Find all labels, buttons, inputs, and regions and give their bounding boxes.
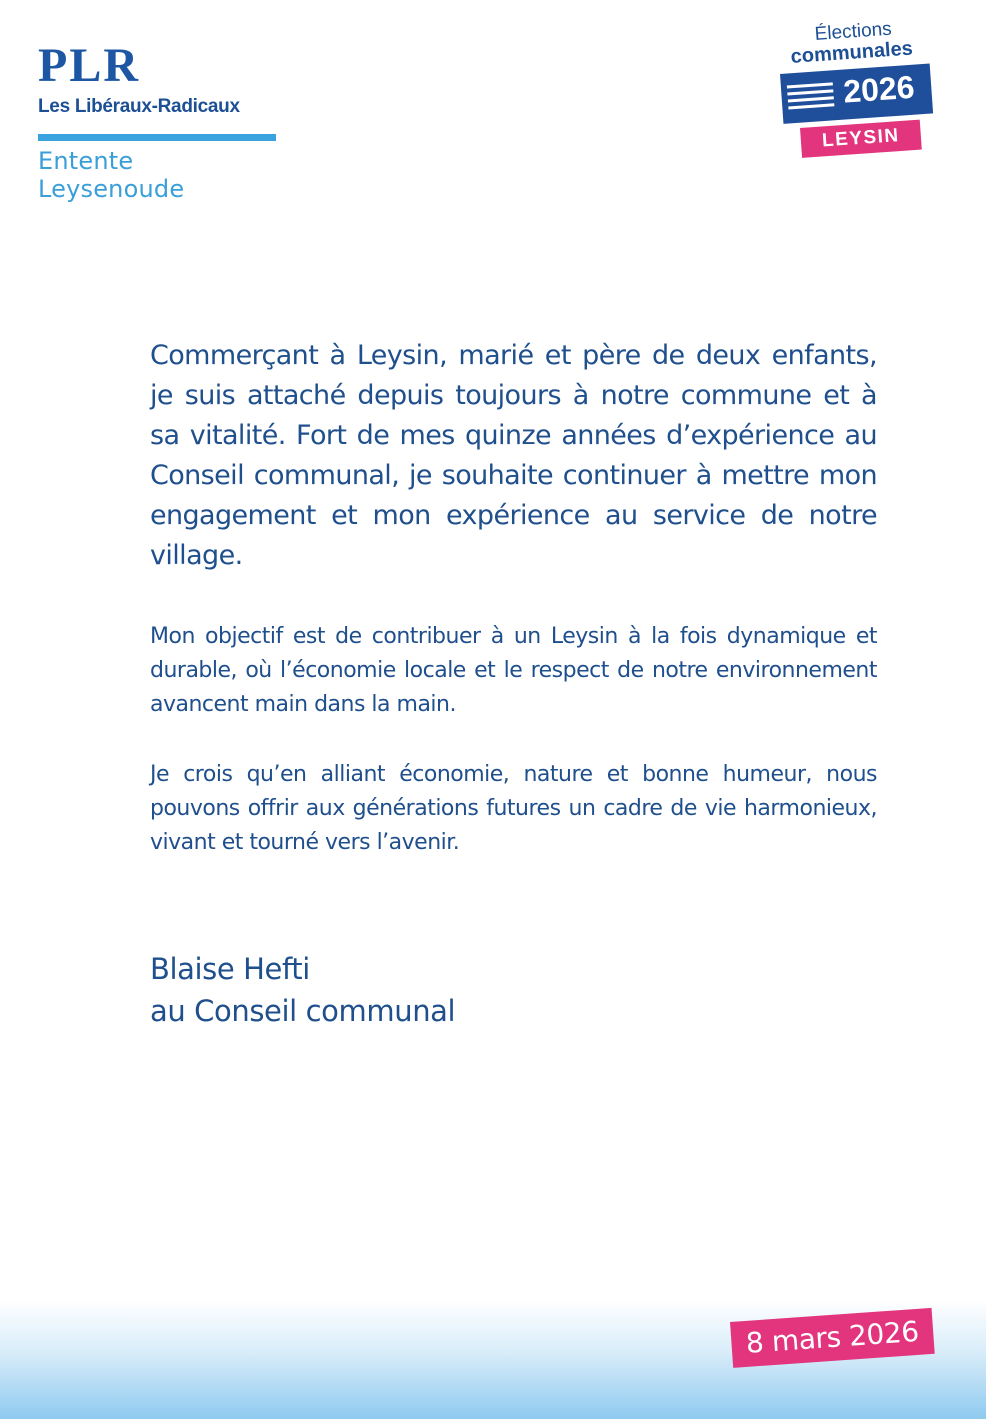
logo-divider bbox=[38, 134, 276, 141]
badge-town-banner bbox=[800, 120, 922, 158]
badge-town: LEYSIN bbox=[821, 125, 901, 152]
elections-badge bbox=[778, 18, 938, 172]
election-date: 8 mars 2026 bbox=[744, 1314, 920, 1360]
statement-paragraph-objective: Mon objectif est de contribuer à un Leysin à la fois dynamique et durable, où l’économie locale et le respect de notre environnement avancent main dans la main. bbox=[150, 624, 877, 717]
candidate-statement bbox=[150, 336, 877, 860]
badge-communales-label: communales bbox=[790, 37, 914, 68]
statement-paragraph-belief: Je crois qu’en alliant économie, nature et bonne humeur, nous pouvons offrir aux générations futures un cadre de vie harmonieux, vivant et tourné vers l’avenir. bbox=[150, 762, 877, 855]
entente-name: Entente Leysenoude bbox=[38, 147, 185, 203]
badge-year-banner bbox=[780, 64, 933, 124]
candidate-role: au Conseil communal bbox=[150, 994, 456, 1028]
badge-year: 2026 bbox=[842, 68, 916, 110]
plr-logo bbox=[38, 39, 278, 203]
badge-elections-label: Élections bbox=[814, 18, 893, 45]
statement-paragraph-intro: Commerçant à Leysin, marié et père de deux enfants, je suis attaché depuis toujours à notre commune et à sa vitalité. Fort de mes quinze années d’expérience au Conseil communal, je souhaite continuer à mettre mon engagement et mon expérience au service de notre village. bbox=[150, 340, 877, 571]
signature-block bbox=[150, 948, 455, 1032]
ballot-lines-icon bbox=[787, 82, 835, 115]
party-name: PLR bbox=[38, 39, 140, 92]
candidate-name: Blaise Hefti bbox=[150, 952, 310, 986]
party-subtitle: Les Libéraux-Radicaux bbox=[38, 96, 240, 117]
